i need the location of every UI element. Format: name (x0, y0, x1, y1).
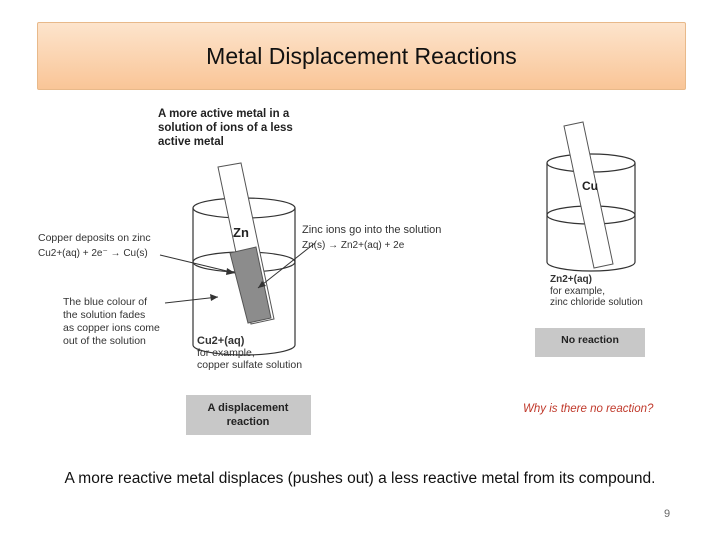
zinc-ion-formula: Zn2+(aq) (550, 274, 592, 285)
copper-ion-formula: Cu2+(aq) (197, 335, 245, 347)
copper-example-line: for example, (197, 347, 255, 359)
zinc-chloride-label (550, 274, 643, 308)
displacement-box-bg (186, 395, 311, 435)
copper-sulfate-label (197, 335, 302, 371)
heading-line-2: solution of ions of a less (158, 122, 293, 134)
displacement-line-1: A displacement (207, 402, 289, 414)
blue-colour-line-4: out of the solution (63, 335, 146, 347)
displacement-line-2: reaction (226, 416, 270, 428)
slide-title: Metal Displacement Reactions (206, 42, 517, 69)
zinc-chloride-line: zinc chloride solution (550, 297, 643, 308)
blue-colour-annotation (63, 294, 218, 347)
slide-caption: A more reactive metal displaces (pushes out) a less reactive metal from its compound. (64, 470, 656, 487)
page-number: 9 (664, 508, 671, 520)
blue-colour-arrow (165, 297, 218, 303)
no-reaction-box (535, 328, 645, 357)
zinc-strip (218, 163, 274, 324)
blue-colour-arrowhead (210, 294, 218, 301)
copper-strip-label: Cu (582, 179, 598, 193)
copper-deposits-line-1: Copper deposits on zinc (38, 232, 151, 244)
copper-sulfate-line: copper sulfate solution (197, 359, 303, 371)
zinc-ions-arrow (258, 243, 315, 288)
blue-colour-line-1: The blue colour of (63, 296, 148, 308)
no-reaction-text: No reaction (561, 334, 619, 346)
displacement-result-box (186, 395, 311, 435)
left-diagram-heading (158, 108, 293, 148)
blue-colour-line-2: the solution fades (63, 309, 146, 321)
zinc-ions-line-2: Zn(s) → Zn2+(aq) + 2e (302, 240, 405, 251)
zinc-strip-label: Zn (233, 225, 249, 240)
heading-line-1: A more active metal in a (158, 108, 290, 120)
heading-line-3: active metal (158, 136, 224, 148)
copper-deposits-line-2: Cu2+(aq) + 2e⁻ → Cu(s) (38, 248, 148, 259)
zinc-ions-line-1: Zinc ions go into the solution (302, 224, 442, 236)
zinc-example-line: for example, (550, 286, 606, 297)
no-reaction-question: Why is there no reaction? (523, 403, 654, 415)
copper-strip-body (564, 122, 613, 268)
copper-strip (564, 122, 613, 268)
blue-colour-line-3: as copper ions come (63, 322, 160, 334)
